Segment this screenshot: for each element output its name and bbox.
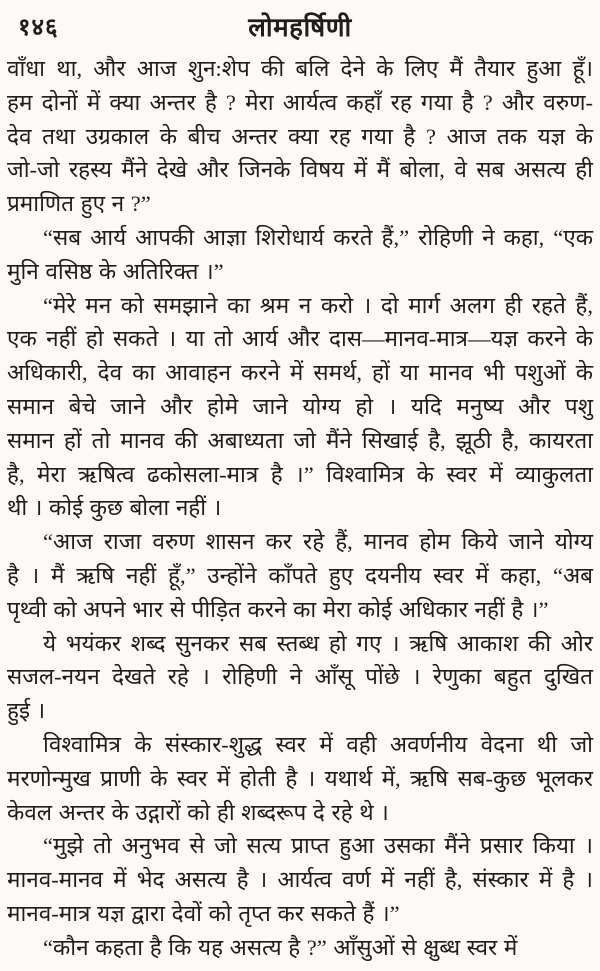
text-line: केवल अन्तर के उद्गारों को ही शब्दरूप दे रहे थे ।	[7, 799, 389, 825]
text-body	[7, 52, 593, 965]
text-line: प्रमाणित हुए न ?”	[7, 191, 151, 217]
paragraph	[7, 525, 593, 626]
page-number: १४६	[18, 15, 59, 41]
text-line: हम दोनों में क्या अन्तर है ? मेरा आर्यत्व कहाँ रह गया है ? और वरुण-	[7, 89, 593, 115]
text-line: मुनि वसिष्ठ के अतिरिक्त ।”	[7, 258, 224, 284]
text-line: वाँधा था, और आज शुन:शेप की बलि देने के लिए मैं तैयार हुआ हूँ।	[7, 56, 593, 81]
paragraph	[7, 289, 593, 526]
text-line: समान बेचे जाने और होमे जाने योग्य हो । यदि मनुष्य और पशु	[7, 393, 593, 419]
paragraph	[7, 931, 593, 965]
text-line: देव तथा उग्रकाल के बीच अन्तर क्या रह गया है ? आज तक यज्ञ के	[7, 123, 593, 149]
text-line: ये भयंकर शब्द सुनकर सब स्तब्ध हो गए । ऋषि आकाश की ओर	[43, 630, 593, 656]
text-line: समान हों तो मानव की अबाध्यता जो मैंने सिखाई है, झूठी है, कायरता	[7, 427, 593, 453]
text-line: थी । कोई कुछ बोला नहीं ।	[7, 495, 222, 521]
text-line: “आज राजा वरुण शासन कर रहे हैं, मानव होम किये जाने योग्य	[43, 529, 593, 555]
text-line: मानव-मानव में भेद असत्य है । आर्यत्व वर्ण में नहीं है, संस्कार में है ।	[7, 867, 593, 893]
page-title: लोमहर्षिणी	[248, 13, 352, 42]
text-line: “कौन कहता है कि यह असत्य है ?” आँसुओं से क्षुब्ध स्वर में	[43, 934, 518, 960]
paragraph	[7, 627, 593, 728]
text-line: एक नहीं हो सकते । या तो आर्य और दास—मानव-मात्र—यज्ञ करने के	[7, 326, 593, 352]
text-line: मरणोन्मुख प्राणी के स्वर में होती है । यथार्थ में, ऋषि सब-कुछ भूलकर	[7, 765, 593, 791]
text-line: “सब आर्य आपकी आज्ञा शिरोधार्य करते हैं,” रोहिणी ने कहा, “एक	[43, 224, 593, 250]
text-line: अधिकारी, देव का आवाहन करने में समर्थ, हों या मानव भी पशुओं के	[7, 360, 593, 386]
text-line: “मुझे तो अनुभव से जो सत्य प्राप्त हुआ उसका मैंने प्रसार किया ।	[43, 833, 593, 859]
text-line: जो-जो रहस्य मैंने देखे और जिनके विषय में मैं बोला, वे सब असत्य ही	[7, 157, 593, 183]
text-line: विश्वामित्र के संस्कार-शुद्ध स्वर में वही अवर्णनीय वेदना थी जो	[43, 731, 593, 757]
text-line: “मेरे मन को समझाने का श्रम न करो । दो मार्ग अलग ही रहते हैं,	[43, 292, 593, 318]
paragraph	[7, 829, 593, 930]
text-line: मानव-मात्र यज्ञ द्वारा देवों को तृप्त कर सकते हैं ।”	[7, 900, 400, 926]
text-line: हुई ।	[7, 698, 46, 724]
running-header	[0, 8, 600, 44]
text-line: सजल-नयन देखते रहे । रोहिणी ने आँसू पोंछे । रेणुका बहुत दुखित	[7, 664, 593, 690]
text-line: है । मैं ऋषि नहीं हूँ,” उन्होंने काँपते हुए दयनीय स्वर में कहा, “अब	[7, 562, 593, 588]
paragraph	[7, 221, 593, 289]
text-line: है, मेरा ऋषित्व ढकोसला-मात्र है ।” विश्वामित्र के स्वर में व्याकुलता	[7, 461, 593, 487]
paragraph	[7, 728, 593, 829]
text-line: पृथ्वी को अपने भार से पीड़ित करने का मेरा कोई अधिकार नहीं है ।”	[7, 596, 549, 622]
paragraph	[7, 52, 593, 221]
